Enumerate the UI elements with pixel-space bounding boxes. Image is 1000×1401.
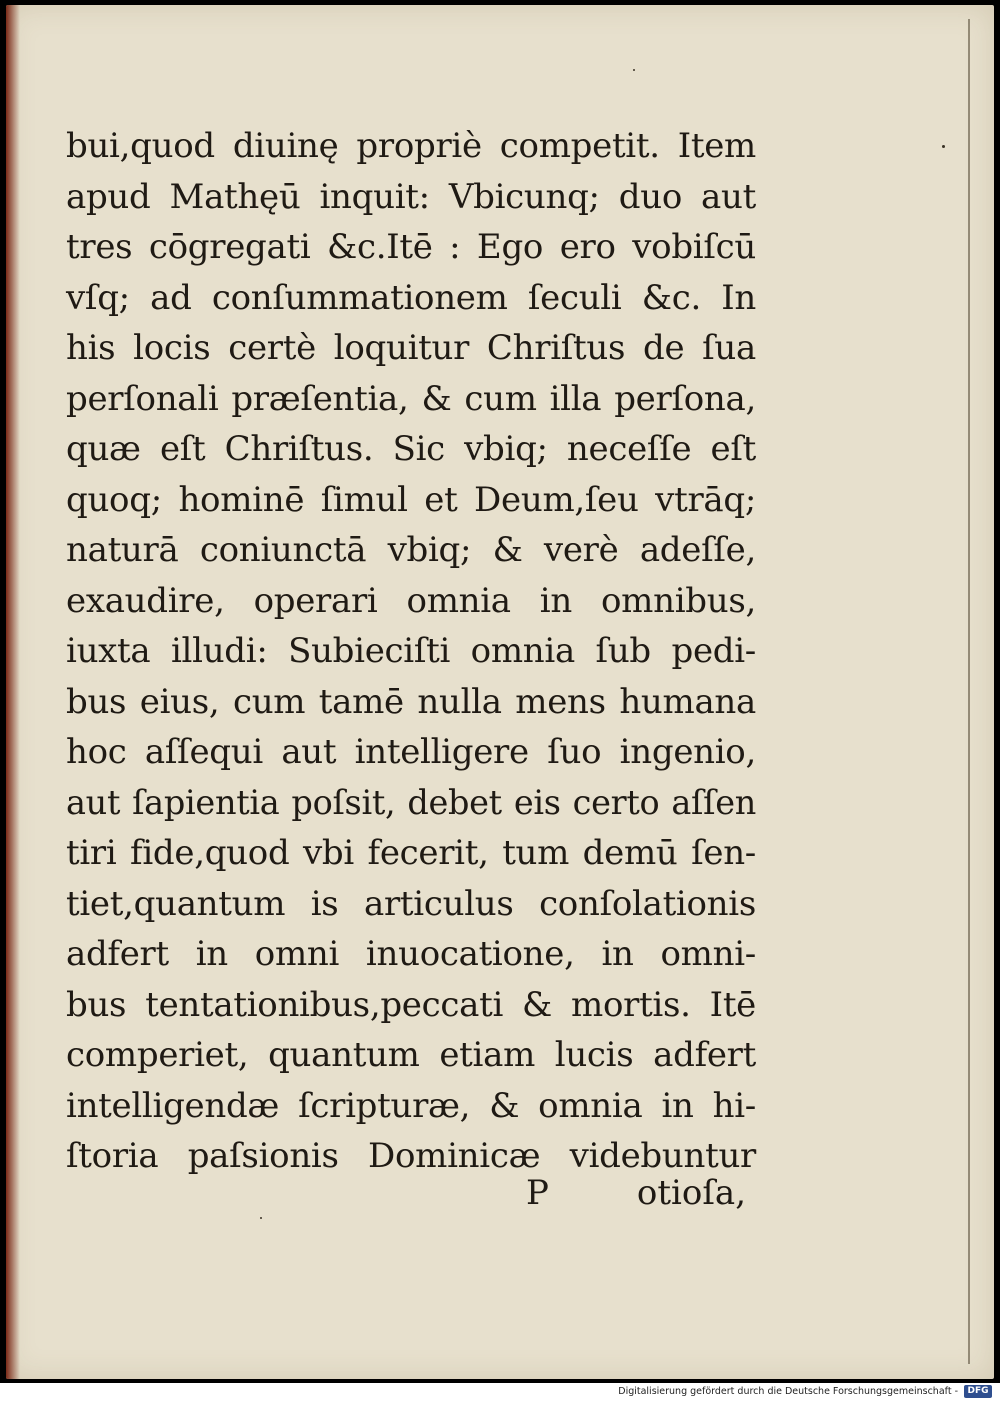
page-foot — [66, 1168, 746, 1218]
text-line: bus eius, cum tamē nulla mens humana — [66, 681, 756, 722]
text-line: perſonali præſentia, & cum illa perſona, — [66, 378, 756, 419]
text-line: adfert in omni inuocatione, in omni- — [66, 934, 756, 974]
text-line: comperiet, quantum etiam lucis adfert — [66, 1035, 756, 1075]
ink-speck — [942, 145, 945, 148]
ink-speck — [633, 69, 635, 71]
text-line: quæ eſt Chriſtus. Sic vbiq; neceſſe eſt — [66, 429, 756, 469]
book-page — [6, 5, 994, 1379]
text-line: aut ſapientia poſsit, debet eis certo aſſen — [66, 782, 756, 822]
dfg-logo: DFG — [964, 1385, 992, 1398]
text-line: exaudire, operari omnia in omnibus, — [66, 580, 756, 621]
page-edge — [968, 19, 970, 1364]
gutter-shadow — [6, 5, 20, 1379]
text-line: tiet,quantum is articulus conſolationis — [66, 883, 756, 924]
text-line: hoc aſſequi aut intelligere ſuo ingenio, — [66, 732, 756, 772]
text-line: bui,quod diuinę propriè competit. Item — [66, 126, 756, 166]
text-line: his locis certè loquitur Chriſtus de ſua — [66, 328, 756, 368]
text-line: naturā coniunctā vbiq; & verè adeſſe, — [66, 530, 756, 570]
body-text — [66, 121, 766, 1182]
signature-mark: P — [526, 1173, 549, 1213]
text-line: vſq; ad conſummationem ſeculi &c. In — [66, 277, 756, 318]
text-line: intelligendæ ſcripturæ, & omnia in hi- — [66, 1085, 756, 1126]
funding-credit: Digitalisierung gefördert durch die Deutsche Forschungsgemeinschaft - — [618, 1386, 958, 1397]
text-line: iuxta illudi: Subieciſti omnia ſub pedi- — [66, 631, 756, 671]
text-line: tiri fide,quod vbi fecerit, tum demū ſen- — [66, 833, 756, 873]
text-line: ſtoria paſsionis Dominicæ videbuntur — [66, 1136, 756, 1176]
text-line: quoq; hominē ſimul et Deum,ſeu vtrāq; — [66, 479, 756, 520]
text-line: bus tentationibus,peccati & mortis. Itē — [66, 984, 756, 1025]
text-line: tres cōgregati &c.Itē : Ego ero vobiſcū — [66, 227, 756, 267]
catchword: otioſa, — [636, 1173, 746, 1213]
text-line: apud Mathęū inquit: Vbicunq; duo aut — [66, 176, 756, 217]
